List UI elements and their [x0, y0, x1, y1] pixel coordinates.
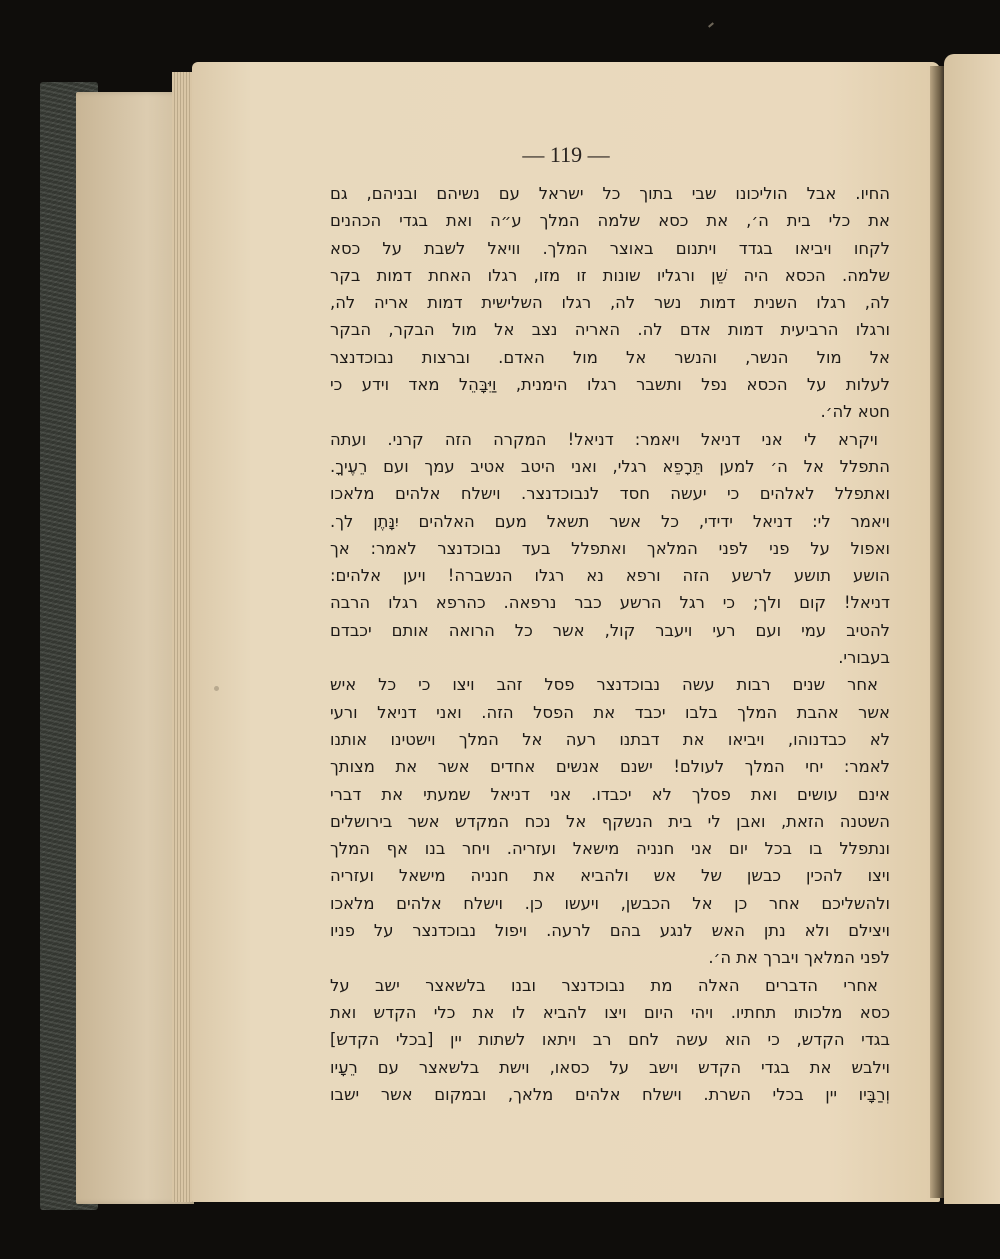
text-line: לאמר: יחי המלך לעולם! ישנם אנשים אחדים אשר את מצותך: [330, 757, 890, 777]
right-page-edge: [944, 54, 1000, 1204]
text-line: ויצילם ולא נתן האש לנגע בהם לרעה. ויפול נבוכדנצר על פניו: [330, 921, 890, 941]
dust-mark: [708, 22, 714, 27]
text-line: לעלות על הכסא נפל ותשבר רגלו הימנית, וַיִּבָּהֵל מאד וידע כי: [330, 375, 890, 395]
text-line: כסא מלכותו תחתיו. ויהי היום ויצו להביא לו את כלי הקדש ואת: [330, 1002, 890, 1022]
text-line: ונתפלל בו בכל יום אני חנניה מישאל ועזריה. ויחר בנו אף המלך: [330, 839, 890, 859]
text-line: וילבש את בגדי הקדש וישב על כסאו, וישת בלשאצר עם רֵעָיו: [330, 1057, 890, 1077]
page-number: — 119 —: [522, 142, 610, 167]
text-line: להטיב עמי ועם רעי ויעבר קול, אשר כל הרואה אותם יכבדם: [330, 620, 890, 640]
text-line: ולהשליכם אחר כן אל הכבשן, ויעשו כן. וישלח אלהים מלאכו: [330, 893, 890, 913]
text-line: את כלי בית ה׳, את כסא שלמה המלך ע״ה ואת בגדי הכהנים: [330, 211, 890, 231]
text-line: לקחו ויביאו בגדד ויתנום באוצר המלך. וויאל לשבת על כסא: [330, 238, 890, 258]
text-line: אחרי הדברים האלה מת נבוכדנצר ובנו בלשאצר ישב על: [330, 975, 878, 995]
text-line: ואתפלל לאלהים כי יעשה חסד לנבוכדנצר. וישלח אלהים מלאכו: [330, 484, 890, 504]
text-line: ויצו להכין כבשן של אש ולהביא את חנניה מישאל ועזריה: [330, 866, 890, 886]
text-line: וְרַבָּיו יין בכלי השרת. וישלח אלהים מלאך, ובמקום אשר ישבו: [330, 1084, 890, 1104]
text-line: ויקרא לי אני דניאל ויאמר: דניאל! המקרה הזה קרני. ועתה: [330, 429, 878, 449]
text-line: אל מול הנשר, והנשר אל מול האדם. וברצות נבוכדנצר: [330, 347, 890, 367]
text-line: ויאמר לי: דניאל ידידי, כל אשר תשאל מעם האלהים יִנָּתֶן לך.: [330, 511, 890, 531]
text-line: לא כבדנוהו, ויביאו את דבתנו רעה אל המלך וישטינו אותנו: [330, 729, 890, 749]
text-line: הושע תושע לרשע הזה ורפא נא רגלו הנשברה! ויען אלהים:: [330, 566, 890, 586]
text-line: אחר שנים רבות עשה נבוכדנצר פסל זהב ויצו כי כל איש: [330, 675, 878, 695]
text-line: ואפול על פני לפני המלאך ואתפלל בעד נבוכדנצר לאמר: אך: [330, 538, 890, 558]
paper-spot: [214, 686, 219, 691]
text-line: אינם עושים ואת פסלך לא יכבדו. אני דניאל שמעתי את דברי: [330, 784, 890, 804]
text-line: התפלל אל ה׳ למען תֵּרָפֵא רגלי, ואני היטב אטיב עמך ועם רֵעֶיךָ.: [330, 456, 890, 476]
text-line: בגדי הקדש, כי הוא עשה לחם רב ויתאו לשתות יין [בכלי הקדש]: [330, 1030, 890, 1050]
page-text: [330, 180, 890, 1108]
text-line: בעבורי.: [838, 648, 890, 668]
text-line: דניאל! קום ולך; כי רגל הרשע כבר נרפאה. כהרפא רגלו הרבה: [330, 593, 890, 613]
text-line: אשר אהבת המלך בלבו יכבד את הפסל הזה. ואני דניאל ורעי: [330, 702, 890, 722]
text-line: ורגלו הרביעית דמות אדם לה. האריה נצב אל מול הבקר, הבקר: [330, 320, 890, 340]
text-line: השטנה הזאת, ואבן לי בית הנשקף אל נכח המקדש אשר בירושלים: [330, 811, 890, 831]
text-line: החיו. אבל הוליכונו שבי בתוך כל ישראל עם נשיהם ובניהם, גם: [330, 184, 890, 203]
text-line: חטא לה׳.: [820, 402, 890, 422]
text-line: לפני המלאך ויברך את ה׳.: [708, 948, 890, 968]
text-line: לה, רגלו השנית דמות נשר לה, רגלו השלישית דמות אריה לה,: [330, 293, 890, 313]
text-line: שלמה. הכסא היה שֵׁן ורגליו שונות זו מזו, רגלו האחת דמות בקר: [330, 265, 890, 285]
